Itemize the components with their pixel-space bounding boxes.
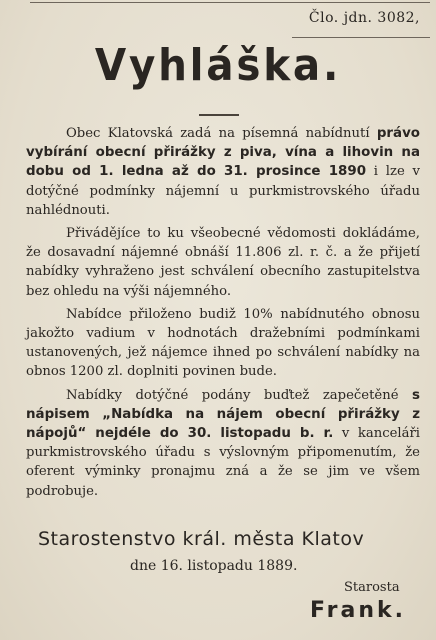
reference-number: Člo. jdn. 3082, (308, 10, 420, 26)
paragraph-text: Nabídky dotýčné podány buďtež zapečetěné (66, 387, 413, 403)
paragraph-text: Přivádějíce to ku všeobecné vědomosti dokládáme, že dosavadní nájemné obnáší 11.806 zl. r. č. a že přijetí nabídky vyhraženo jest schválení obecního zastupitelstva bez ohledu na výši nájemného. (26, 226, 420, 299)
reference-rule (292, 37, 430, 38)
top-rule (30, 2, 430, 3)
emphasized-text: s nápisem „Nabídka na nájem obecní přirážky z nápojů“ nejdéle do 30. listopadu b. r. (26, 387, 420, 442)
signatory-role: Starosta (344, 580, 400, 595)
paragraph-text: v kanceláři purkmistrovského úřadu s výslovným připomenutím, že oferent výminky pronajmu zná a že se jim ve všem podrobuje. (26, 426, 420, 499)
emphasized-text: právo vybírání obecní přirážky z piva, vína a lihovin na dobu od 1. ledna až do 31. prosince 1890 (26, 126, 420, 180)
title-rule (199, 114, 239, 116)
issuing-office: Starostenstvo král. města Klatov (38, 528, 365, 550)
issue-date: dne 16. listopadu 1889. (130, 558, 298, 574)
notice-paragraph (26, 386, 420, 501)
signatory-name: Frank. (310, 598, 406, 623)
paragraph-text: i lze v dotýčné podmínky nájemní u purkmistrovského úřadu nahlédnouti. (26, 164, 420, 218)
paragraph-text: Nabídce přiloženo budiž 10% nabídnutého obnosu jakožto vadium v hodnotách dražebními podmínkami ustanovených, jež nájemce ihned po schválení nabídky na obnos 1200 zl. doplniti povinen bude. (26, 306, 420, 380)
notice-paragraph (26, 124, 420, 220)
notice-paragraph (26, 224, 420, 301)
notice-paragraph (26, 305, 420, 382)
notice-body (26, 124, 420, 501)
notice-title: Vyhláška. (94, 40, 342, 91)
paragraph-text: Obec Klatovská zadá na písemná nabídnutí (66, 126, 377, 141)
